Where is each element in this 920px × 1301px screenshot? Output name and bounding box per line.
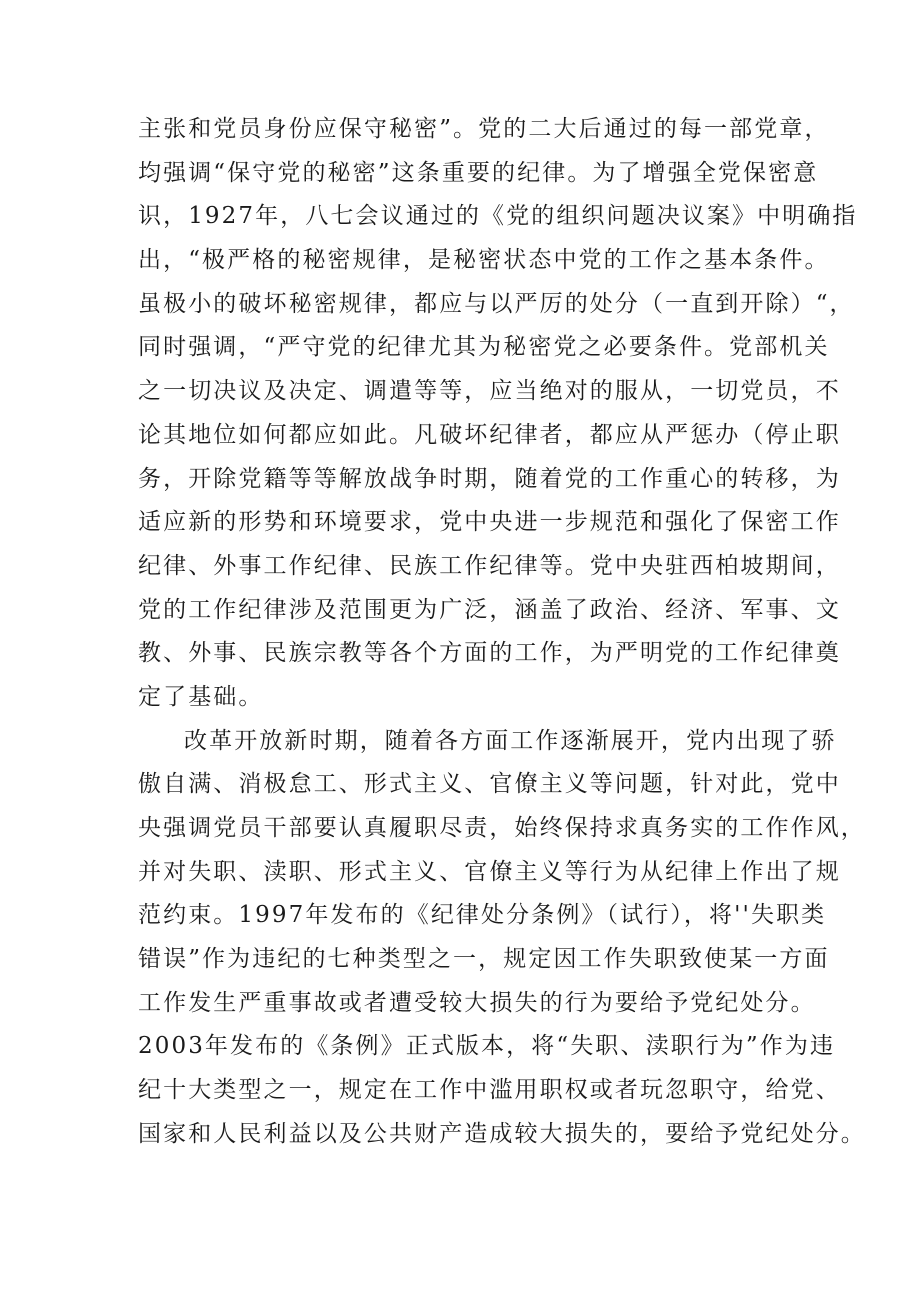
text-line: 国家和人民利益以及公共财产造成较大损失的，要给予党纪处分。 xyxy=(138,1120,866,1147)
text-line: 纪律、外事工作纪律、民族工作纪律等。党中央驻西柏坡期间， xyxy=(138,552,841,579)
text-line: 论其地位如何都应如此。凡破坏纪律者，都应从严惩办（停止职 xyxy=(138,421,841,448)
text-line: 纪十大类型之一，规定在工作中滥用职权或者玩忽职守，给党、 xyxy=(138,1077,841,1104)
text-line: 教、外事、民族宗教等各个方面的工作，为严明党的工作纪律奠 xyxy=(138,640,841,667)
text-line: 同时强调，“严守党的纪律尤其为秘密党之必要条件。党部机关 xyxy=(138,334,830,361)
text-line: 虽极小的破坏秘密规律，都应与以严厉的处分（一直到开除）“， xyxy=(138,290,855,317)
text-line: 央强调党员干部要认真履职尽责，始终保持求真务实的工作作风， xyxy=(138,815,866,841)
text-line: 定了基础。 xyxy=(138,683,264,710)
text-line: 傲自满、消极怠工、形式主义、官僚主义等问题，针对此，党中 xyxy=(138,771,841,798)
text-line: 改革开放新时期，随着各方面工作逐渐展开，党内出现了骄 xyxy=(184,727,837,754)
paragraph-1 xyxy=(138,108,858,720)
text-line: 务，开除党籍等等解放战争时期，随着党的工作重心的转移，为 xyxy=(138,465,841,492)
text-line: 之一切决议及决定、调遣等等，应当绝对的服从，一切党员，不 xyxy=(138,378,841,405)
text-line: 均强调“保守党的秘密”这条重要的纪律。为了增强全党保密意 xyxy=(138,159,819,186)
paragraph-2 xyxy=(138,720,866,1157)
text-line: 出，“极严格的秘密规律，是秘密状态中党的工作之基本条件。 xyxy=(138,247,830,274)
text-line: 主张和党员身份应保守秘密”。党的二大后通过的每一部党章， xyxy=(138,116,830,142)
text-line: 并对失职、渎职、形式主义、官僚主义等行为从纪律上作出了规 xyxy=(138,858,841,885)
text-line: 错误”作为违纪的七种类型之一，规定因工作失职致使某一方面 xyxy=(138,946,830,973)
text-line: 适应新的形势和环境要求，党中央进一步规范和强化了保密工作 xyxy=(138,509,841,536)
text-line: 识，1927年，八七会议通过的《党的组织问题决议案》中明确指 xyxy=(138,203,858,230)
text-line: 范约束。1997年发布的《纪律处分条例》（试行），将''失职类 xyxy=(138,902,827,929)
text-line: 工作发生严重事故或者遭受较大损失的行为要给予党纪处分。 xyxy=(138,989,816,1016)
text-line: 党的工作纪律涉及范围更为广泛，涵盖了政治、经济、军事、文 xyxy=(138,596,841,623)
body-text xyxy=(138,108,866,1157)
text-line: 2003年发布的《条例》正式版本，将“失职、渎职行为”作为违 xyxy=(138,1033,836,1060)
